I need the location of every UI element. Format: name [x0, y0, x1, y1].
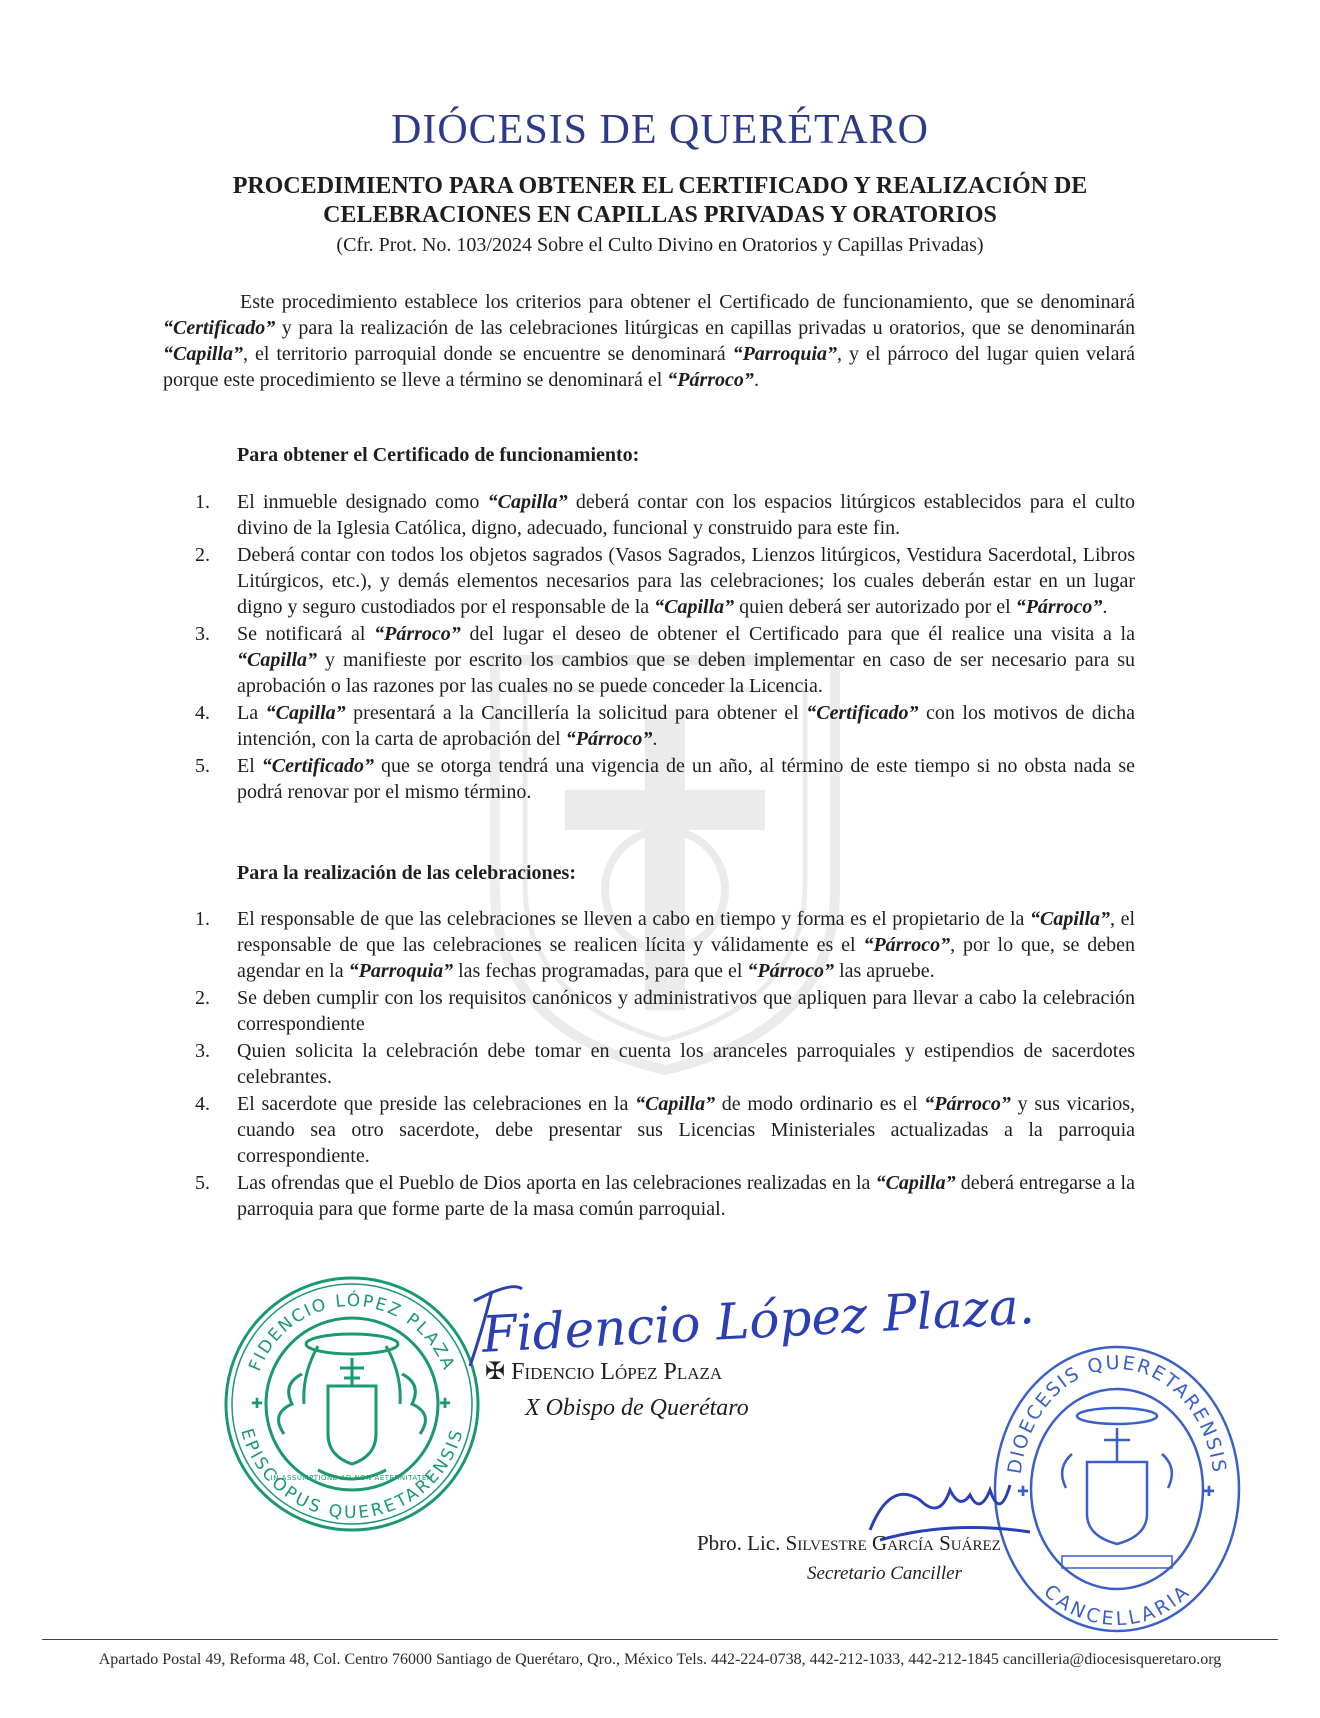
- item-number: 5.: [195, 755, 210, 777]
- secretary-name-line: [697, 1531, 1001, 1556]
- section-2-list: [195, 906, 1135, 1223]
- item-number: 3.: [195, 1040, 210, 1062]
- item-number: 2.: [195, 987, 210, 1009]
- footer-divider: [42, 1639, 1278, 1640]
- list-item: [195, 542, 1135, 620]
- item-text: Se notificará al “Párroco” del lugar el deseo de obtener el Certificado para que él realice una visita a la “Capilla” y manifieste por escrito los cambios que se deben implementar en caso de ser necesario para su aprobación o las razones por las cuales no se puede conceder la Licencia.: [237, 623, 1135, 697]
- bishop-name-line: [485, 1357, 722, 1386]
- item-text: La “Capilla” presentará a la Cancillería la solicitud para obtener el “Certificado” con los motivos de dicha intención, con la carta de aprobación del “Párroco”.: [237, 702, 1135, 750]
- item-text: El “Certificado” que se otorga tendrá una vigencia de un año, al término de este tiempo si no obsta nada se podrá renovar por el mismo término.: [237, 755, 1135, 803]
- secretary-prefix: Pbro. Lic.: [697, 1531, 786, 1555]
- list-item: [195, 753, 1135, 805]
- document-title-line-1: PROCEDIMIENTO PARA OBTENER EL CERTIFICADO Y REALIZACIÓN DE: [232, 173, 1088, 199]
- seal-star: ✚: [439, 1396, 453, 1412]
- chancery-seal-top-text: DIOECESIS QUERETARENSIS: [1003, 1351, 1231, 1476]
- item-text: Las ofrendas que el Pueblo de Dios aporta en las celebraciones realizadas en la “Capilla” deberá entregarse a la parroquia para que forme parte de la masa común parroquial.: [237, 1172, 1135, 1220]
- document-reference: (Cfr. Prot. No. 103/2024 Sobre el Culto Divino en Oratorios y Capillas Privadas): [336, 234, 984, 256]
- section-1-list: [195, 489, 1135, 806]
- intro-text: .: [753, 369, 759, 391]
- intro-text: Este procedimiento establece los criterios para obtener el Certificado de funcionamiento, que se denominará: [240, 291, 1135, 313]
- term-parroco: “Párroco”: [667, 369, 754, 391]
- bishop-seal-bottom-text: EPISCOPUS QUERETARENSIS: [236, 1426, 468, 1524]
- item-number: 4.: [195, 1093, 210, 1115]
- section-1-heading: Para obtener el Certificado de funcionamiento:: [237, 444, 640, 466]
- seal-star: ✚: [251, 1396, 265, 1412]
- term-parroquia: “Parroquia”: [732, 343, 838, 365]
- list-item: [195, 985, 1135, 1037]
- document-title: [120, 172, 1200, 230]
- chancery-seal-bottom-text: CANCELLARIA: [1039, 1580, 1195, 1631]
- diocese-title: DIÓCESIS DE QUERÉTARO: [391, 107, 929, 153]
- bishop-name: Fidencio López Plaza: [511, 1359, 723, 1385]
- item-text: El sacerdote que preside las celebraciones en la “Capilla” de modo ordinario es el “Párroco” y sus vicarios, cuando sea otro sacerdote, debe presentar sus Licencias Ministeriales actualizadas a la parroquia correspondiente.: [237, 1093, 1135, 1167]
- intro-text: , y el párroco del lugar quien velará porque este procedimiento se lleve a término se denominará el: [163, 343, 1135, 391]
- secretary-name: Silvestre García Suárez: [785, 1531, 1001, 1555]
- list-item: [195, 700, 1135, 752]
- term-certificado: “Certificado”: [163, 317, 276, 339]
- seal-star: ✚: [1017, 1484, 1031, 1500]
- bishop-title: X Obispo de Querétaro: [525, 1395, 749, 1421]
- list-item: [195, 1170, 1135, 1222]
- list-item: [195, 1091, 1135, 1169]
- item-text: Deberá contar con todos los objetos sagrados (Vasos Sagrados, Lienzos litúrgicos, Vestidura Sacerdotal, Libros Litúrgicos, etc.), y demás elementos necesarios para las celebraciones; los cuales deberán estar en un lugar digno y seguro custodiados por el responsable de la “Capilla” quien deberá ser autorizado por el “Párroco”.: [237, 544, 1135, 618]
- intro-paragraph: [163, 289, 1135, 393]
- bishop-signature: [452, 1271, 1036, 1371]
- list-item: [195, 621, 1135, 699]
- item-number: 1.: [195, 908, 210, 930]
- intro-text: , el territorio parroquial donde se encuentre se denominará: [243, 343, 733, 365]
- bishop-seal-motto: IN ASSUMPTIONE AD NON AETERNITATEM: [270, 1474, 434, 1482]
- item-number: 2.: [195, 544, 210, 566]
- cross-icon: ✠: [485, 1359, 506, 1385]
- list-item: [195, 1038, 1135, 1090]
- document-title-line-2: CELEBRACIONES EN CAPILLAS PRIVADAS Y ORATORIOS: [323, 202, 997, 228]
- item-number: 1.: [195, 491, 210, 513]
- term-capilla: “Capilla”: [163, 343, 244, 365]
- item-text: Quien solicita la celebración debe tomar en cuenta los aranceles parroquiales y estipendios de sacerdotes celebrantes.: [237, 1040, 1135, 1088]
- bishop-seal-top-text: FIDENCIO LÓPEZ PLAZA: [245, 1290, 459, 1375]
- secretary-title: Secretario Canciller: [807, 1563, 962, 1584]
- item-number: 5.: [195, 1172, 210, 1194]
- item-number: 3.: [195, 623, 210, 645]
- intro-text: y para la realización de las celebraciones litúrgicas en capillas privadas u oratorios, que se denominarán: [275, 317, 1135, 339]
- section-2-heading: Para la realización de las celebraciones:: [237, 862, 576, 884]
- item-text: Se deben cumplir con los requisitos canónicos y administrativos que apliquen para llevar a cabo la celebración correspondiente: [237, 987, 1135, 1035]
- bishop-seal: [222, 1274, 482, 1534]
- seal-star: ✚: [1203, 1484, 1217, 1500]
- item-text: El responsable de que las celebraciones se lleven a cabo en tiempo y forma es el propietario de la “Capilla”, el responsable de que las celebraciones se realicen lícita y válidamente es el “Párroco”, por lo que, se deben agendar en la “Parroquia” las fechas programadas, para que el “Párroco” las apruebe.: [237, 908, 1136, 982]
- list-item: [195, 489, 1135, 541]
- item-number: 4.: [195, 702, 210, 724]
- list-item: [195, 906, 1135, 984]
- bishop-signature-script: Fidencio López Plaza.: [480, 1276, 1036, 1364]
- footer-contact: Apartado Postal 49, Reforma 48, Col. Centro 76000 Santiago de Querétaro, Qro., México Tels. 442-224-0738, 442-212-1033, 442-212-1845 cancilleria@diocesisqueretaro.org: [98, 1651, 1222, 1668]
- item-text: El inmueble designado como “Capilla” deberá contar con los espacios litúrgicos establecidos para el culto divino de la Iglesia Católica, digno, adecuado, funcional y construido para este fin.: [237, 491, 1135, 539]
